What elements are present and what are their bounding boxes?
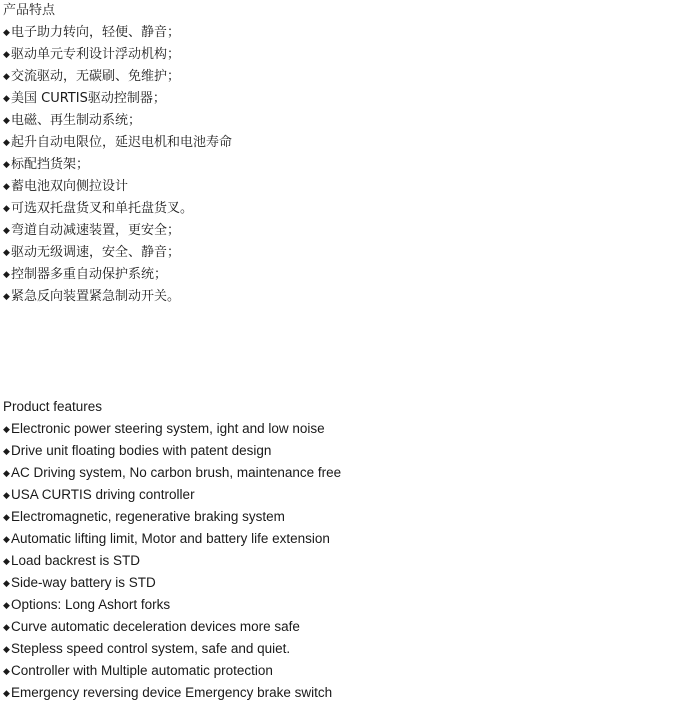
feature-item: [3, 572, 341, 594]
english-features-list: [3, 418, 341, 704]
diamond-bullet-icon: ◆: [3, 622, 10, 632]
diamond-bullet-icon: ◆: [3, 226, 10, 236]
feature-item: [3, 66, 232, 88]
diamond-bullet-icon: ◆: [3, 248, 10, 258]
diamond-bullet-icon: ◆: [3, 600, 10, 610]
diamond-bullet-icon: ◆: [3, 182, 10, 192]
diamond-bullet-icon: ◆: [3, 94, 10, 104]
feature-item: [3, 132, 232, 154]
feature-item-text: Controller with Multiple automatic protection: [11, 663, 273, 678]
feature-item: [3, 418, 341, 440]
feature-item-text: 电磁、再生制动系统；: [11, 113, 142, 128]
feature-item: [3, 198, 232, 220]
diamond-bullet-icon: ◆: [3, 424, 10, 434]
diamond-bullet-icon: ◆: [3, 578, 10, 588]
diamond-bullet-icon: ◆: [3, 292, 10, 302]
feature-item-text: Electromagnetic, regenerative braking system: [11, 509, 285, 524]
feature-item-text: Load backrest is STD: [11, 553, 141, 568]
diamond-bullet-icon: ◆: [3, 512, 10, 522]
diamond-bullet-icon: ◆: [3, 116, 10, 126]
diamond-bullet-icon: ◆: [3, 72, 10, 82]
feature-item: [3, 528, 341, 550]
feature-item-text: 控制器多重自动保护系统；: [11, 267, 168, 282]
diamond-bullet-icon: ◆: [3, 50, 10, 60]
feature-item-text: 驱动单元专利设计浮动机构；: [11, 47, 181, 62]
feature-item-text: Automatic lifting limit, Motor and battery life extension: [11, 531, 330, 546]
english-features-title: Product features: [3, 399, 103, 414]
feature-item-text: Curve automatic deceleration devices more safe: [11, 619, 300, 634]
diamond-bullet-icon: ◆: [3, 644, 10, 654]
feature-item: [3, 506, 341, 528]
feature-item: [3, 88, 232, 110]
diamond-bullet-icon: ◆: [3, 138, 10, 148]
diamond-bullet-icon: ◆: [3, 28, 10, 38]
feature-item: [3, 660, 341, 682]
feature-item: [3, 682, 341, 704]
feature-item: [3, 44, 232, 66]
feature-item: [3, 286, 232, 308]
diamond-bullet-icon: ◆: [3, 556, 10, 566]
feature-item-text: 弯道自动减速装置，更安全；: [11, 223, 181, 238]
feature-item: [3, 550, 341, 572]
feature-item-text: 可选双托盘货叉和单托盘货叉。: [11, 201, 194, 216]
feature-item-text: Emergency reversing device Emergency brake switch: [11, 685, 333, 700]
feature-item: [3, 22, 232, 44]
diamond-bullet-icon: ◆: [3, 270, 10, 280]
feature-item-text: 电子助力转向，轻便、静音；: [11, 25, 181, 40]
diamond-bullet-icon: ◆: [3, 688, 10, 698]
feature-item: [3, 242, 232, 264]
feature-item-text: AC Driving system, No carbon brush, maintenance free: [11, 465, 342, 480]
feature-item-text: Stepless speed control system, safe and quiet.: [11, 641, 291, 656]
chinese-features-list: [3, 22, 232, 308]
chinese-features-title: 产品特点: [3, 3, 56, 18]
feature-item-text: Options: Long Ashort forks: [11, 597, 171, 612]
feature-item: [3, 440, 341, 462]
feature-item-text: 蓄电池双向侧拉设计: [11, 179, 129, 194]
feature-item-text: 驱动无级调速，安全、静音；: [11, 245, 181, 260]
diamond-bullet-icon: ◆: [3, 490, 10, 500]
feature-item-text: USA CURTIS driving controller: [11, 487, 195, 502]
feature-item: [3, 176, 232, 198]
feature-item-text: 紧急反向装置紧急制动开关。: [11, 289, 181, 304]
diamond-bullet-icon: ◆: [3, 446, 10, 456]
diamond-bullet-icon: ◆: [3, 534, 10, 544]
feature-item: [3, 220, 232, 242]
diamond-bullet-icon: ◆: [3, 666, 10, 676]
feature-item-text: 标配挡货架；: [11, 157, 90, 172]
feature-item-text: Electronic power steering system, ight and low noise: [11, 421, 325, 436]
diamond-bullet-icon: ◆: [3, 160, 10, 170]
feature-item-text: 交流驱动，无碳刷、免维护；: [11, 69, 181, 84]
feature-item: [3, 110, 232, 132]
feature-item: [3, 638, 341, 660]
feature-item-text: Drive unit floating bodies with patent design: [11, 443, 272, 458]
diamond-bullet-icon: ◆: [3, 204, 10, 214]
feature-item-text: 起升自动电限位，延迟电机和电池寿命: [11, 135, 233, 150]
chinese-features-section: [3, 0, 232, 308]
english-features-section: [3, 396, 341, 704]
feature-item: [3, 484, 341, 506]
feature-item-text: Side-way battery is STD: [11, 575, 156, 590]
feature-item: [3, 594, 341, 616]
feature-item: [3, 264, 232, 286]
feature-item: [3, 616, 341, 638]
feature-item: [3, 462, 341, 484]
feature-item: [3, 154, 232, 176]
feature-item-text: 美国 CURTIS驱动控制器；: [11, 91, 166, 106]
diamond-bullet-icon: ◆: [3, 468, 10, 478]
